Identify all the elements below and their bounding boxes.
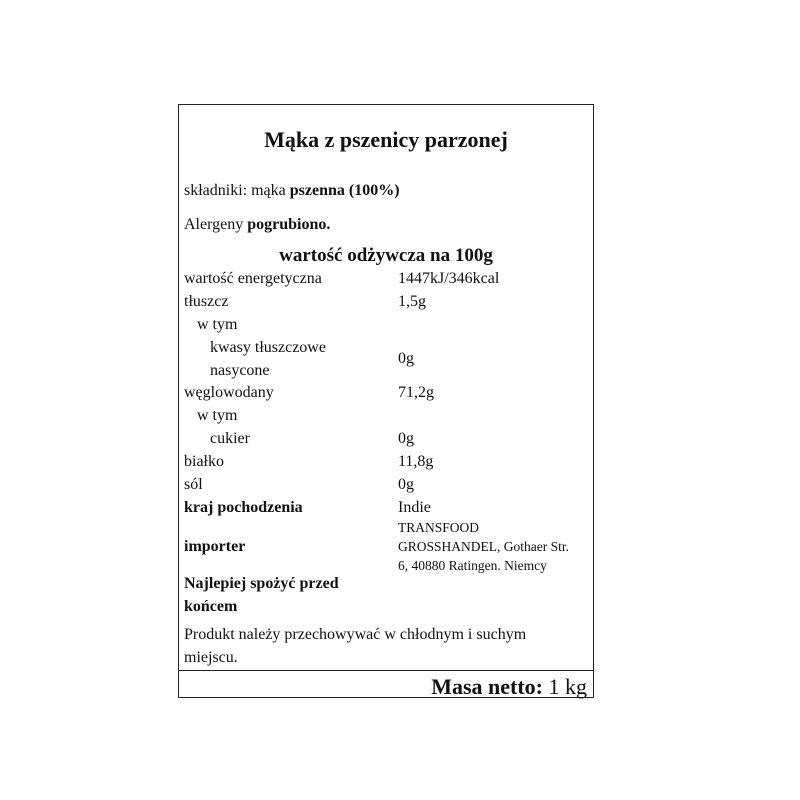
importer-line-3: 6, 40880 Ratingen. Niemcy xyxy=(398,558,547,573)
importer-line-2: GROSSHANDEL, Gothaer Str. xyxy=(398,539,569,554)
nutrition-value-sugars: 0g xyxy=(398,430,414,447)
nutrition-label-energy: wartość energetyczna xyxy=(184,270,322,287)
nutrition-value-carbs: 71,2g xyxy=(398,384,434,401)
storage-line2: miejscu. xyxy=(184,649,238,666)
nutrition-label-of-which-carbs: w tym xyxy=(197,407,238,424)
nutrition-value-salt: 0g xyxy=(398,476,414,493)
best-before-line2: końcem xyxy=(184,598,238,615)
nutrition-value-saturates: 0g xyxy=(398,350,414,367)
nutrition-value-fat: 1,5g xyxy=(398,293,426,310)
nutrition-value-energy: 1447kJ/346kcal xyxy=(398,270,500,287)
product-label xyxy=(178,104,594,698)
allergens-prefix: Alergeny xyxy=(184,216,248,233)
allergens-bold: pogrubiono. xyxy=(247,216,331,233)
origin-label: kraj pochodzenia xyxy=(184,499,303,516)
storage-line1: Produkt należy przechowywać w chłodnym i suchym xyxy=(184,626,527,643)
ingredients-line xyxy=(184,183,400,199)
nutrition-label-sugars: cukier xyxy=(210,430,250,447)
nutrition-label-of-which-fat: w tym xyxy=(197,316,238,333)
net-weight-divider xyxy=(179,670,593,671)
nutrition-label-saturates-line1: kwasy tłuszczowe xyxy=(210,339,326,356)
nutrition-heading: wartość odżywcza na 100g xyxy=(279,245,493,266)
origin-value: Indie xyxy=(398,499,431,516)
nutrition-label-salt: sól xyxy=(184,476,203,493)
product-title: Mąka z pszenicy parzonej xyxy=(264,127,508,152)
allergens-note xyxy=(184,217,330,233)
nutrition-label-saturates-line2: nasycone xyxy=(210,362,270,379)
nutrition-value-protein: 11,8g xyxy=(398,453,434,470)
best-before-line1: Najlepiej spożyć przed xyxy=(184,575,339,592)
nutrition-label-carbs: węglowodany xyxy=(184,384,274,401)
nutrition-label-protein: białko xyxy=(184,453,224,470)
nutrition-label-fat: tłuszcz xyxy=(184,293,229,310)
ingredients-allergen: pszenna (100%) xyxy=(289,182,400,199)
ingredients-prefix: składniki: mąka xyxy=(184,182,290,199)
importer-line-1: TRANSFOOD xyxy=(398,520,480,535)
importer-label: importer xyxy=(184,538,246,555)
net-weight xyxy=(431,676,587,698)
net-weight-label: Masa netto: xyxy=(431,674,543,699)
net-weight-value: 1 kg xyxy=(543,674,587,699)
